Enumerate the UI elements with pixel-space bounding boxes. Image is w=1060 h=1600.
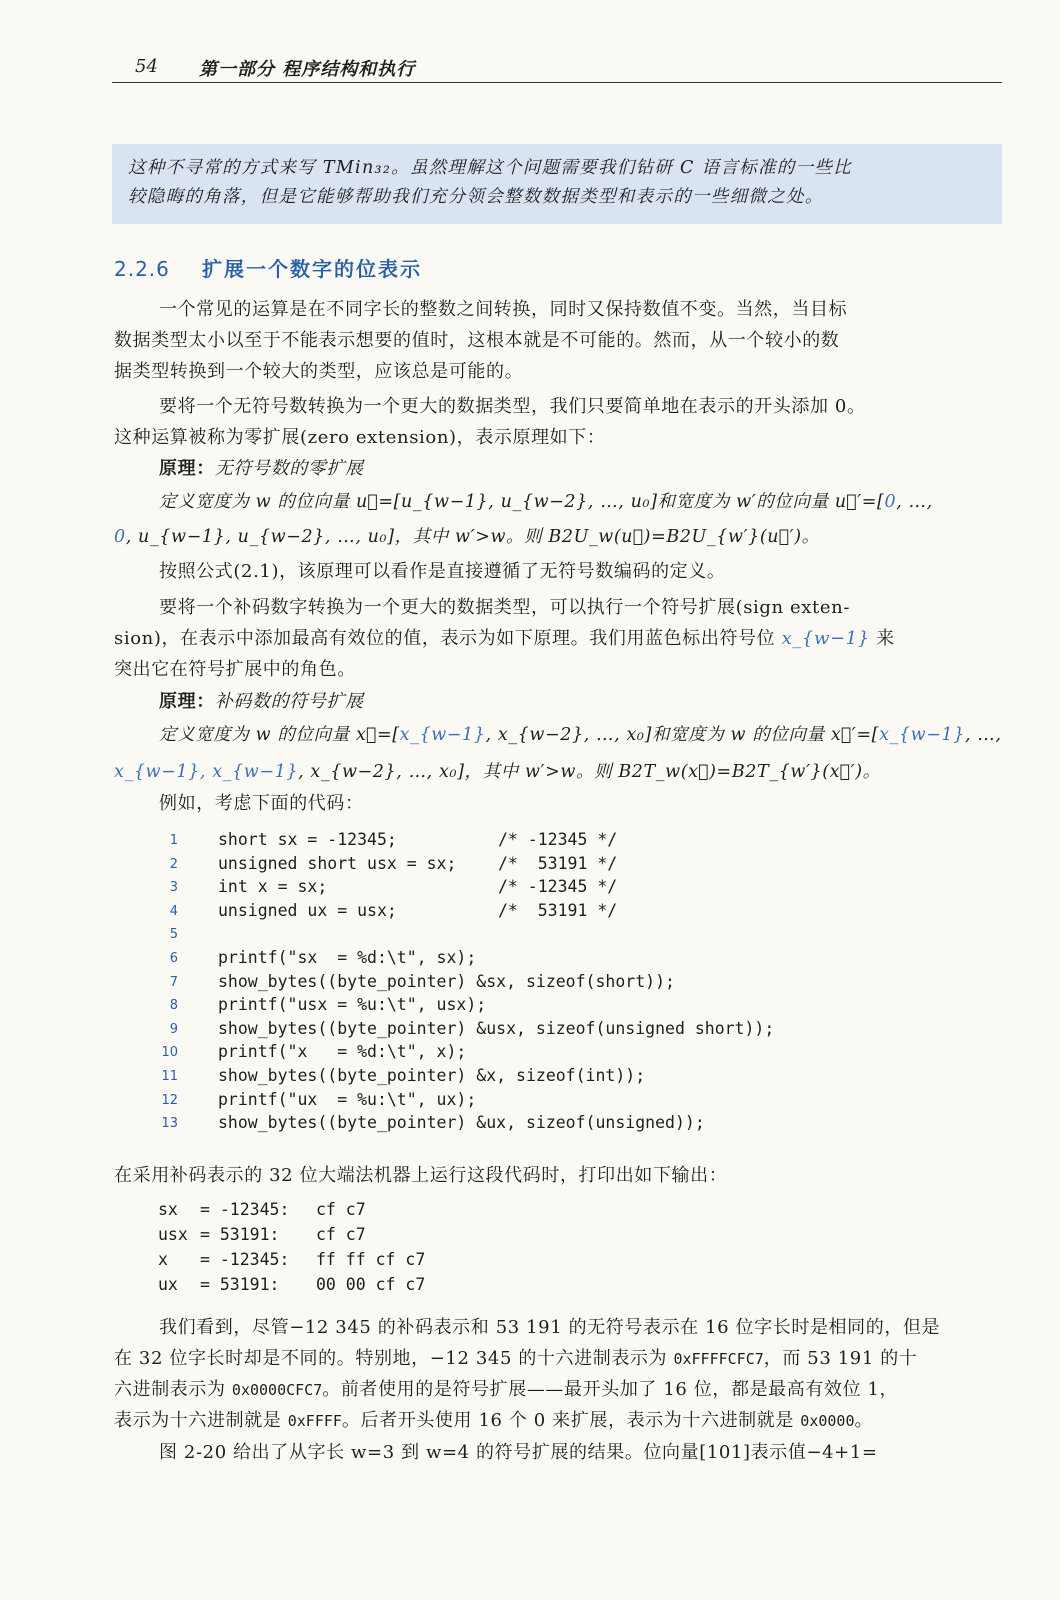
principle-definition xyxy=(114,757,1004,788)
output-var: sx xyxy=(158,1200,178,1219)
output-line xyxy=(158,1200,425,1225)
definition-text: , …, xyxy=(964,725,1002,745)
output-line xyxy=(158,1275,425,1300)
paragraph-line: 例如，考虑下面的代码： xyxy=(159,793,364,814)
page-number: 54 xyxy=(135,56,158,77)
paragraph-line: 要将一个无符号数转换为一个更大的数据类型，我们只要简单地在表示的开头添加 0。 xyxy=(159,396,866,417)
definition-text: 定义宽度为 w 的位向量 u⃗=[u_{w−1}, u_{w−2}, …, u₀]和宽度为 w′的位向量 u⃗′=[ xyxy=(159,492,885,512)
code-text: unsigned ux = usx; xyxy=(218,900,397,920)
principle-heading xyxy=(159,686,1004,717)
output-var: ux xyxy=(158,1275,178,1294)
output-bytes: cf c7 xyxy=(316,1225,366,1244)
code-comment: /* 53191 */ xyxy=(498,900,618,920)
paragraph-line: 图 2-20 给出了从字长 w=3 到 w=4 的符号扩展的结果。位向量[101]表示值−4+1= xyxy=(159,1442,878,1463)
paragraph-line: 这种运算被称为零扩展(zero extension)，表示原理如下： xyxy=(114,427,606,448)
line-number: 10 xyxy=(161,1045,178,1061)
line-number: 9 xyxy=(169,1021,178,1037)
paragraph-line: 一个常见的运算是在不同字长的整数之间转换，同时又保持数值不变。当然，当目标 xyxy=(159,299,848,320)
text-run: 表示为十六进制就是 xyxy=(114,1410,288,1431)
sign-bit: x_{w−1}, x_{w−1} xyxy=(114,762,299,782)
paragraph-line: 我们看到，尽管−12 345 的补码表示和 53 191 的无符号表示在 16 位字长时是相同的，但是 xyxy=(159,1317,941,1338)
principle-label: 原理： xyxy=(159,458,215,479)
output-var: x xyxy=(158,1250,168,1269)
paragraph-line xyxy=(114,1343,1004,1375)
code-comment: /* 53191 */ xyxy=(498,853,618,873)
code-text: show_bytes((byte_pointer) &ux, sizeof(unsigned)); xyxy=(218,1113,705,1133)
principle-definition xyxy=(159,720,1004,751)
principle-definition xyxy=(114,522,1004,553)
hex-value: 0x0000 xyxy=(800,1412,855,1430)
principle-name: 补码数的符号扩展 xyxy=(214,691,364,712)
note-box xyxy=(112,144,1002,224)
output-bytes: 00 00 cf c7 xyxy=(316,1275,426,1294)
output-line xyxy=(158,1225,425,1250)
hex-value: 0x0000CFC7 xyxy=(231,1381,323,1399)
code-text: short sx = -12345; xyxy=(218,830,397,849)
definition-text: , x_{w−2}, …, x₀]，其中 w′>w。则 B2T_w(x⃗)=B2T_{w′}(x⃗′)。 xyxy=(298,762,881,782)
line-number: 12 xyxy=(161,1092,178,1108)
text-run: 。 xyxy=(854,1410,874,1431)
output-bytes: ff ff cf c7 xyxy=(316,1250,426,1269)
section-title: 扩展一个数字的位表示 xyxy=(202,257,422,281)
hex-value: 0xFFFFCFC7 xyxy=(673,1350,764,1368)
line-number: 7 xyxy=(169,974,178,990)
sign-bit: x_{w−1} xyxy=(879,725,965,745)
code-text: int x = sx; xyxy=(218,877,328,897)
highlighted-bit: 0 xyxy=(114,527,126,547)
highlighted-bit: 0 xyxy=(884,492,897,512)
code-text: printf("sx = %d:\t", sx); xyxy=(218,947,477,967)
code-text: show_bytes((byte_pointer) &sx, sizeof(short)); xyxy=(218,971,675,991)
output-value: = 53191: xyxy=(200,1225,280,1244)
line-number: 5 xyxy=(169,927,178,943)
section-number: 2.2.6 xyxy=(114,257,170,281)
principle-heading xyxy=(159,453,1004,484)
output-value: = -12345: xyxy=(200,1250,290,1269)
sign-bit: x_{w−1} xyxy=(399,725,486,745)
text-run: ，而 53 191 的十 xyxy=(763,1348,918,1369)
principle-label: 原理： xyxy=(159,691,215,712)
code-text: show_bytes((byte_pointer) &usx, sizeof(unsigned short)); xyxy=(218,1018,775,1038)
paragraph-line: 突出它在符号扩展中的角色。 xyxy=(114,659,356,680)
hex-value: 0xFFFF xyxy=(287,1412,342,1430)
text-run: sion)，在表示中添加最高有效位的值，表示为如下原理。我们用蓝色标出符号位 xyxy=(114,628,782,649)
note-line-2: 较隐晦的角落，但是它能够帮助我们充分领会整数数据类型和表示的一些细微之处。 xyxy=(128,187,824,207)
text-run: 来 xyxy=(869,628,895,649)
text-run: 。前者使用的是符号扩展——最开头加了 16 位，都是最高有效位 1， xyxy=(322,1379,899,1400)
paragraph-line xyxy=(114,623,1004,654)
code-text: printf("ux = %u:\t", ux); xyxy=(218,1089,477,1109)
paragraph-line xyxy=(114,1374,1004,1406)
paragraph-line: 按照公式(2.1)，该原理可以看作是直接遵循了无符号数编码的定义。 xyxy=(159,561,726,582)
paragraph-line: 要将一个补码数字转换为一个更大的数据类型，可以执行一个符号扩展(sign exten- xyxy=(159,597,851,618)
line-number: 3 xyxy=(169,880,178,896)
output-value: = 53191: xyxy=(200,1275,280,1294)
running-title: 第一部分 程序结构和执行 xyxy=(199,59,416,80)
code-comment: /* -12345 */ xyxy=(498,830,618,849)
line-number: 2 xyxy=(169,856,178,872)
code-text: printf("usx = %u:\t", usx); xyxy=(218,995,487,1015)
definition-text: , …, xyxy=(896,492,933,512)
definition-text: , u_{w−1}, u_{w−2}, …, u₀]，其中 w′>w。则 B2U_w(u⃗)=B2U_{w′}(u⃗′)。 xyxy=(125,527,820,547)
code-text: unsigned short usx = sx; xyxy=(218,853,457,873)
code-text: show_bytes((byte_pointer) &x, sizeof(int)); xyxy=(218,1065,646,1085)
page-header xyxy=(112,50,1002,83)
line-number: 1 xyxy=(169,833,178,848)
text-run: 六进制表示为 xyxy=(114,1379,232,1400)
text-run: 在 32 位字长时却是不同的。特别地，−12 345 的十六进制表示为 xyxy=(114,1348,674,1369)
principle-name: 无符号数的零扩展 xyxy=(214,458,364,479)
output-bytes: cf c7 xyxy=(316,1200,366,1219)
output-var: usx xyxy=(158,1225,188,1244)
text-run: 。后者开头使用 16 个 0 来扩展，表示为十六进制就是 xyxy=(341,1410,801,1431)
paragraph-line: 在采用补码表示的 32 位大端法机器上运行这段代码时，打印出如下输出： xyxy=(114,1165,728,1186)
code-comment: /* -12345 */ xyxy=(498,877,618,897)
program-output xyxy=(158,1200,425,1300)
section-heading xyxy=(114,253,422,282)
definition-text: 定义宽度为 w 的位向量 x⃗=[ xyxy=(159,725,400,745)
line-number: 8 xyxy=(169,998,178,1014)
definition-text: , x_{w−2}, …, x₀]和宽度为 w 的位向量 x⃗′=[ xyxy=(485,725,880,745)
output-line xyxy=(158,1250,425,1275)
line-number: 4 xyxy=(169,903,178,919)
note-line-1: 这种不寻常的方式来写 TMin₃₂。虽然理解这个问题需要我们钻研 C 语言标准的一些比 xyxy=(128,158,852,178)
paragraph-line: 据类型转换到一个较大的类型，应该总是可能的。 xyxy=(114,361,524,382)
sign-bit: x_{w−1} xyxy=(781,628,870,649)
code-text: printf("x = %d:\t", x); xyxy=(218,1042,467,1062)
line-number: 13 xyxy=(161,1116,178,1132)
line-number: 11 xyxy=(161,1068,178,1084)
line-number: 6 xyxy=(169,950,178,966)
paragraph-line xyxy=(114,1405,1004,1437)
principle-definition xyxy=(159,487,1004,518)
paragraph-line: 数据类型太小以至于不能表示想要的值时，这根本就是不可能的。然而，从一个较小的数 xyxy=(114,330,840,351)
output-value: = -12345: xyxy=(200,1200,290,1219)
